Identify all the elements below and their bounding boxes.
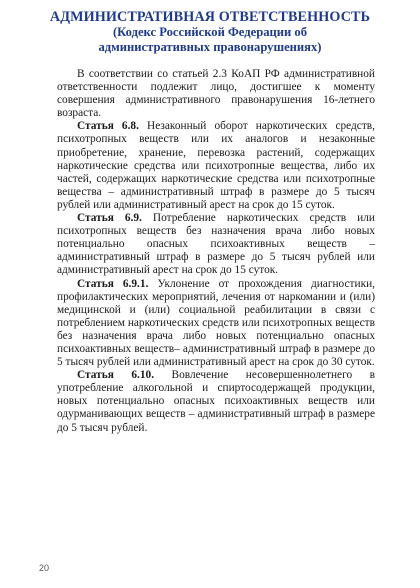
subtitle-line-2: административных правонарушениях): [98, 40, 322, 54]
page-subtitle: [40, 25, 380, 55]
page-title: АДМИНИСТРАТИВНАЯ ОТВЕТСТВЕННОСТЬ: [49, 9, 371, 25]
paragraph-text: Вовлечение несовершеннолетнего в употребление алкогольной и спиртосодержащей продукции, новых потенциально опасных психоактивных веществ или одурманивающих веществ – административный штраф в размере до 5 тысяч рублей.: [57, 369, 375, 434]
article-number: Статья 6.10.: [77, 369, 155, 382]
paragraph-text: Незаконный оборот наркотических средств, психотропных веществ или их аналогов и незаконные приобретение, хранение, перевозка растений, содержащих наркотические средства или психотропные вещества, либо их частей, содержащих наркотические средства или психотропные вещества – административный штраф в размере до 5 тысяч рублей или административный арест на срок до 15 суток.: [57, 120, 375, 211]
paragraph-article-6-9: [57, 212, 375, 277]
body-text: [57, 68, 375, 435]
paragraph-text: В соответствии со статьей 2.3 КоАП РФ административной ответственности подлежит лицо, достигшее к моменту совершения административного правонарушения 16-летнего возраста.: [57, 68, 375, 120]
paragraph-article-6-9-1: [57, 278, 375, 370]
article-number: Статья 6.9.1.: [77, 277, 149, 290]
paragraph-text: Потребление наркотических средств или психотропных веществ без назначения врача либо новых потенциально опасных психоактивных веществ – административный штраф в размере до 5 тысяч рублей или административный арест на срок до 15 суток.: [57, 212, 375, 277]
page-number: 20: [39, 563, 50, 573]
article-number: Статья 6.8.: [77, 120, 139, 133]
page-header: [40, 9, 380, 55]
paragraph-article-6-8: [57, 120, 375, 212]
subtitle-line-1: (Кодекс Российской Федерации об: [112, 25, 308, 39]
paragraph-article-6-10: [57, 369, 375, 434]
paragraph-text: Уклонение от прохождения диагностики, профилактических мероприятий, лечения от наркомании и (или) медицинской и (или) социальной реабилитации в связи с потреблением наркотических средств или психотропных веществ без назначения врача либо новых потенциально опасных психоактивных веществ– административный штраф в размере до 5 тысяч рублей или административный арест на срок до 30 суток.: [57, 277, 375, 369]
paragraph-intro: [57, 68, 375, 120]
article-number: Статья 6.9.: [77, 212, 142, 225]
